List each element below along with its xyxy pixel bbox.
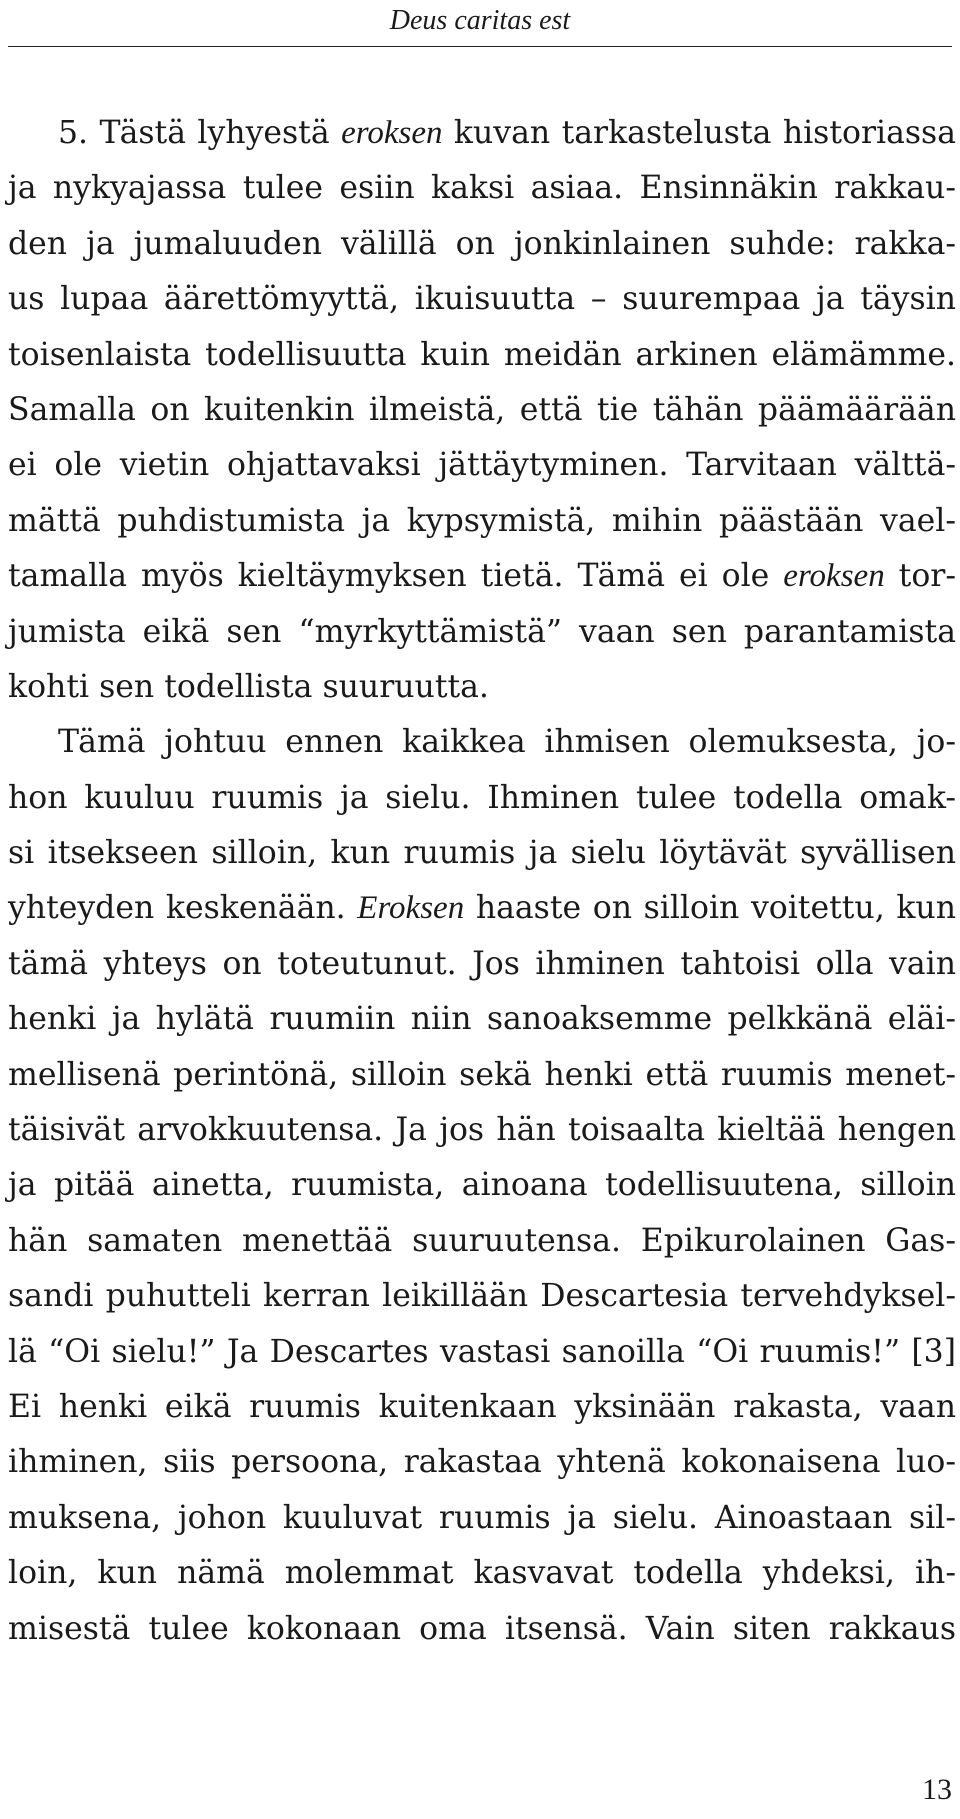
text-line: kohti sen todellista suuruutta. <box>8 668 489 705</box>
text-line: jumista eikä sen “myrkyttämistä” vaan sen parantamista <box>8 613 956 650</box>
text-line: ei ole vietin ohjattavaksi jättäytyminen. Tarvitaan välttä- <box>8 447 956 484</box>
text-line: lä “Oi sielu!” Ja Descartes vastasi sanoilla “Oi ruumis!” [3] <box>8 1333 956 1370</box>
text-line: tämä yhteys on toteutunut. Jos ihminen tahtoisi olla vain <box>8 945 956 982</box>
text-line: mellisenä perintönä, silloin sekä henki että ruumis menet- <box>8 1056 956 1093</box>
text-line: 5. Tästä lyhyestä eroksen kuvan tarkastelusta historiassa <box>58 115 956 151</box>
text-line: Tämä johtuu ennen kaikkea ihmisen olemuksesta, jo- <box>58 724 956 761</box>
text-line: henki ja hylätä ruumiin niin sanoaksemme pelkkänä eläi- <box>8 1001 956 1038</box>
text-line: hon kuuluu ruumis ja sielu. Ihminen tulee todella omak- <box>8 779 956 816</box>
text-line: mättä puhdistumista ja kypsymistä, mihin päästään vael- <box>8 502 956 539</box>
text-line: Ei henki eikä ruumis kuitenkaan yksinään rakasta, vaan <box>8 1388 956 1425</box>
text-line: toisenlaista todellisuutta kuin meidän arkinen elämämme. <box>8 336 956 373</box>
text-line: loin, kun nämä molemmat kasvavat todella yhdeksi, ih- <box>8 1555 956 1592</box>
text-line: ja nykyajassa tulee esiin kaksi asiaa. Ensinnäkin rakkau- <box>8 170 956 207</box>
text-line: ja pitää ainetta, ruumista, ainoana todellisuutena, silloin <box>8 1167 956 1204</box>
text-line: sandi puhutteli kerran leikillään Descartesia tervehdyksel- <box>8 1278 956 1315</box>
text-line: yhteyden keskenään. Eroksen haaste on silloin voitettu, kun <box>8 890 956 927</box>
italic-term: eroksen <box>341 115 443 151</box>
text-line: den ja jumaluuden välillä on jonkinlainen suhde: rakka- <box>8 225 956 262</box>
text-line: täisivät arvokkuutensa. Ja jos hän toisaalta kieltää hengen <box>8 1112 956 1149</box>
body-text <box>8 106 956 1657</box>
text-line: muksena, johon kuuluvat ruumis ja sielu. Ainoastaan sil- <box>8 1499 956 1536</box>
page-number: 13 <box>922 1773 952 1806</box>
text-line: us lupaa äärettömyyttä, ikuisuutta – suurempaa ja täysin <box>8 281 956 318</box>
text-line: si itsekseen silloin, kun ruumis ja sielu löytävät syvällisen <box>8 835 956 872</box>
text-line: tamalla myös kieltäymyksen tietä. Tämä ei ole eroksen tor- <box>8 558 956 595</box>
text-line: hän samaten menettää suuruutensa. Epikurolainen Gas- <box>8 1222 956 1259</box>
italic-term: Eroksen <box>357 890 465 927</box>
italic-term: eroksen <box>783 558 885 595</box>
text-line: Samalla on kuitenkin ilmeistä, että tie tähän päämäärään <box>8 391 956 428</box>
text-line: misestä tulee kokonaan oma itsensä. Vain siten rakkaus <box>8 1610 956 1647</box>
running-title: Deus caritas est <box>389 5 571 36</box>
text-line: ihminen, siis persoona, rakastaa yhtenä kokonaisena luo- <box>8 1444 956 1481</box>
running-header <box>8 0 952 47</box>
